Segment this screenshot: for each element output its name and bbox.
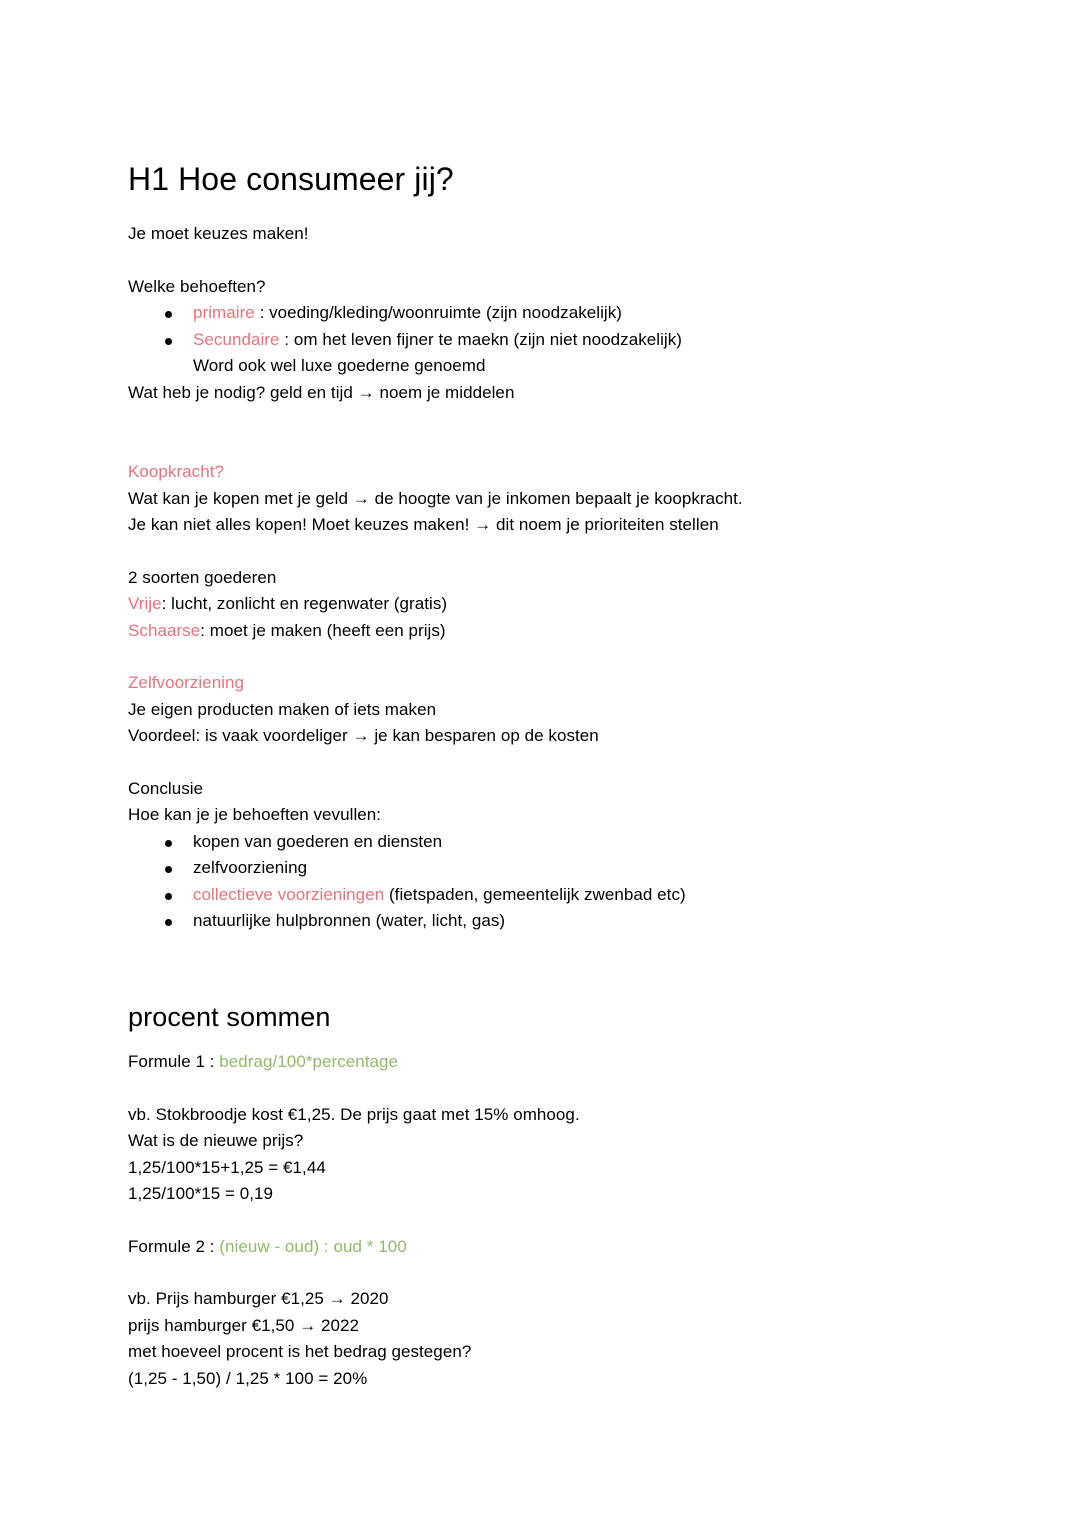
zelfvoorziening-line-2: Voordeel: is vaak voordeliger → je kan besparen op de kosten [128,726,599,746]
example-1-line-3: 1,25/100*15+1,25 = €1,44 [128,1157,326,1177]
behoeften-section [128,274,952,407]
behoeften-heading: Welke behoeften? [128,276,266,296]
formule-2-label: Formule 2 : [128,1236,220,1256]
spacer [128,935,952,1001]
spacer [128,750,952,776]
bullet-dot-icon [165,338,172,345]
term-rest: : moet je maken (heeft een prijs) [200,620,446,640]
koopkracht-line-2: Je kan niet alles kopen! Moet keuzes maken! → dit noem je prioriteiten stellen [128,515,719,535]
formule-1-block [128,1049,952,1076]
formule-2-expression: (nieuw - oud) : oud * 100 [219,1236,407,1256]
formule-1-label: Formule 1 : [128,1052,220,1072]
list-item [128,327,952,354]
term-rest: natuurlijke hulpbronnen (water, licht, gas) [193,911,506,931]
list-item [128,855,952,882]
conclusie-lead: Hoe kan je je behoeften vevullen: [128,805,382,825]
formule-2-line [128,1234,952,1261]
spacer [128,644,952,670]
goederen-section [128,565,952,645]
spacer [128,248,952,274]
zelfvoorziening-line-1: Je eigen producten maken of iets maken [128,699,437,719]
example-2-block [128,1286,952,1392]
goederen-row-schaarse [128,618,952,645]
section-title-procent-sommen: procent sommen [128,1001,331,1032]
bullet-dot-icon [165,866,172,873]
example-1-block [128,1102,952,1208]
intro-line: Je moet keuzes maken! [128,224,309,244]
example-2-line-1: vb. Prijs hamburger €1,25 → 2020 [128,1289,389,1309]
term-rest: : lucht, zonlicht en regenwater (gratis) [161,594,448,614]
bullet-dot-icon [165,840,172,847]
list-item [128,829,952,856]
term-highlight: collectieve voorzieningen [193,884,385,904]
behoeften-note: Word ook wel luxe goederne genoemd [193,356,486,376]
koopkracht-line-1: Wat kan je kopen met je geld → de hoogte van je inkomen bepaalt je koopkracht. [128,488,743,508]
bullet-dot-icon [165,311,172,318]
formule-2-block [128,1234,952,1261]
example-2-line-2: prijs hamburger €1,50 → 2022 [128,1315,360,1335]
term-highlight: Schaarse [128,620,201,640]
example-2-line-3: met hoeveel procent is het bedrag gestegen? [128,1342,472,1362]
spacer [128,539,952,565]
behoeften-closing: Wat heb je nodig? geld en tijd → noem je middelen [128,382,515,402]
goederen-heading: 2 soorten goederen [128,567,277,587]
conclusie-list [128,829,952,935]
term-rest: zelfvoorziening [193,858,308,878]
page-title: H1 Hoe consumeer jij? [128,161,454,197]
term-highlight: Vrije [128,594,162,614]
formule-1-expression: bedrag/100*percentage [219,1052,399,1072]
term-highlight: Secundaire [193,329,280,349]
behoeften-list [128,300,952,353]
term-rest: (fietspaden, gemeentelijk zwenbad etc) [384,884,686,904]
bullet-dot-icon [165,893,172,900]
example-1-line-2: Wat is de nieuwe prijs? [128,1131,304,1151]
example-1-line-1: vb. Stokbroodje kost €1,25. De prijs gaat met 15% omhoog. [128,1104,580,1124]
list-item [128,908,952,935]
koopkracht-section [128,459,952,539]
term-highlight: primaire [193,303,255,323]
term-rest: : voeding/kleding/woonruimte (zijn noodzakelijk) [254,303,623,323]
list-item [128,882,952,909]
example-2-line-4: (1,25 - 1,50) / 1,25 * 100 = 20% [128,1368,368,1388]
spacer [128,1076,952,1102]
term-rest: kopen van goederen en diensten [193,831,443,851]
koopkracht-heading: Koopkracht? [128,462,225,482]
goederen-row-vrije [128,591,952,618]
intro-block [128,221,952,248]
zelfvoorziening-section [128,670,952,750]
spacer [128,406,952,459]
zelfvoorziening-heading: Zelfvoorziening [128,673,245,693]
bullet-dot-icon [165,919,172,926]
conclusie-heading: Conclusie [128,778,204,798]
conclusie-section [128,776,952,935]
list-item [128,300,952,327]
example-1-line-4: 1,25/100*15 = 0,19 [128,1184,274,1204]
formule-1-line [128,1049,952,1076]
spacer [128,1260,952,1286]
term-rest: : om het leven fijner te maekn (zijn niet noodzakelijk) [279,329,683,349]
spacer [128,1208,952,1234]
